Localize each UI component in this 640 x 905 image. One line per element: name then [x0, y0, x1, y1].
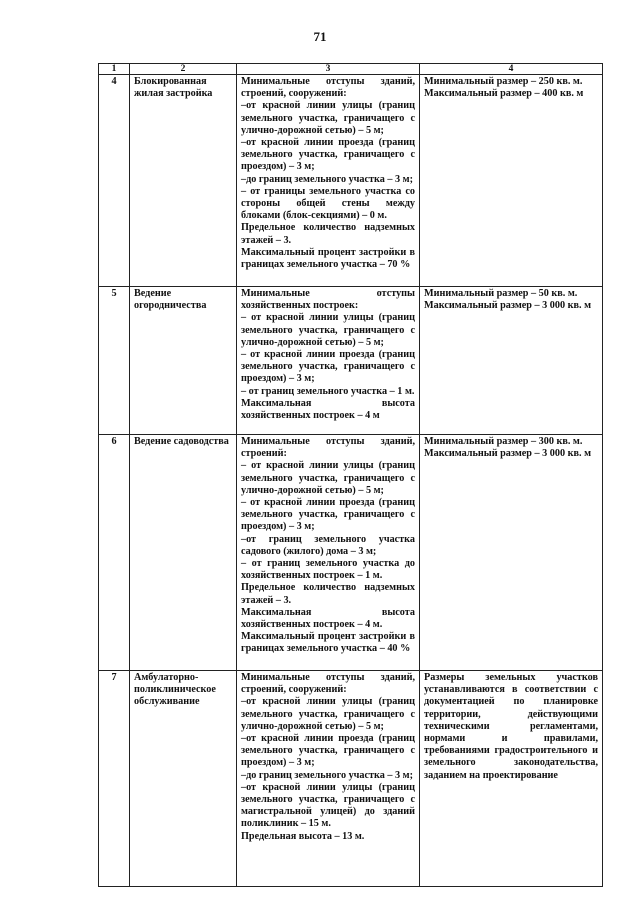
- parameter-line: Минимальные отступы хозяйственных построек:: [241, 288, 415, 312]
- land-use-type: Ведение огородничества: [130, 287, 237, 435]
- parameter-line: Максимальный процент застройки в границах земельного участка – 40 %: [241, 631, 415, 655]
- column-header-1: 1: [99, 64, 130, 75]
- row-number: 4: [99, 75, 130, 287]
- table-row: [99, 671, 603, 887]
- column-header-3: 3: [237, 64, 420, 75]
- parameter-line: Предельная высота – 13 м.: [241, 830, 365, 842]
- plot-size-limits: [420, 435, 603, 671]
- parameter-line: – от красной линии улицы (границ земельного участка, граничащего с улично-дорожной сетью) – 5 м;: [241, 312, 415, 348]
- setback-parameters: [237, 287, 420, 435]
- parameter-line: Минимальные отступы зданий, строений:: [241, 436, 415, 460]
- parameter-line: –от красной линии улицы (границ земельного участка, граничащего с улично-дорожной сетью) – 5 м;: [241, 100, 415, 136]
- table-row: [99, 435, 603, 671]
- column-header-4: 4: [420, 64, 603, 75]
- parameter-line: –от красной линии проезда (границ земельного участка, граничащего с проездом) – 3 м;: [241, 137, 415, 173]
- parameter-line: –от красной линии проезда (границ земельного участка, граничащего с проездом) – 3 м;: [241, 733, 415, 769]
- table-header-row: [99, 64, 603, 75]
- land-use-type: Блокированная жилая застройка: [130, 75, 237, 287]
- parameter-line: Максимальная высота хозяйственных построек – 4 м: [241, 397, 415, 422]
- zoning-parameters-table: [98, 63, 603, 887]
- parameter-line: Максимальная высота хозяйственных построек – 4 м.: [241, 606, 415, 631]
- size-line: Размеры земельных участков устанавливаются в соответствии с документацией по планировке территории, действующими техническими регламентами, нормами и правилами, требованиями градостроительного и земельного законодательства, заданием на проектирование: [424, 672, 598, 781]
- row-number: 6: [99, 435, 130, 671]
- parameter-line: –от границ земельного участка садового (жилого) дома – 3 м;: [241, 533, 415, 557]
- plot-size-limits: [420, 75, 603, 287]
- parameter-line: Минимальные отступы зданий, строений, сооружений:: [241, 76, 415, 100]
- parameter-line: Минимальные отступы зданий, строений, сооружений:: [241, 672, 415, 696]
- size-line: Максимальный размер – 400 кв. м: [424, 88, 584, 100]
- setback-parameters: [237, 75, 420, 287]
- parameter-line: – от красной линии проезда (границ земельного участка, граничащего с проездом) – 3 м;: [241, 497, 415, 533]
- parameter-line: –от красной линии улицы (границ земельного участка, граничащего с магистральной улицей) до зданий поликлиник – 15 м.: [241, 781, 415, 830]
- table-row: [99, 75, 603, 287]
- page-number: 71: [313, 29, 327, 44]
- size-line: Максимальный размер – 3 000 кв. м: [424, 300, 592, 312]
- parameter-line: Максимальный процент застройки в границах земельного участка – 70 %: [241, 246, 415, 271]
- row-number: 5: [99, 287, 130, 435]
- land-use-type: Амбулаторно-поликлиническое обслуживание: [130, 671, 237, 887]
- size-line: Максимальный размер – 3 000 кв. м: [424, 448, 592, 460]
- size-line: Минимальный размер – 250 кв. м.: [424, 76, 583, 87]
- parameter-line: – от красной линии проезда (границ земельного участка, граничащего с проездом) – 3 м;: [241, 349, 415, 385]
- setback-parameters: [237, 435, 420, 671]
- plot-size-limits: [420, 287, 603, 435]
- parameter-line: – от границ земельного участка до хозяйственных построек – 1 м.: [241, 558, 415, 582]
- row-number: 7: [99, 671, 130, 887]
- parameter-line: – от красной линии улицы (границ земельного участка, граничащего с улично-дорожной сетью) – 5 м;: [241, 460, 415, 496]
- table-row: [99, 287, 603, 435]
- parameter-line: –до границ земельного участка – 3 м;: [241, 769, 414, 781]
- parameter-line: –до границ земельного участка – 3 м;: [241, 173, 414, 185]
- size-line: Минимальный размер – 300 кв. м.: [424, 436, 583, 447]
- land-use-type: Ведение садоводства: [130, 435, 237, 671]
- parameter-line: – от границ земельного участка – 1 м.: [241, 385, 415, 397]
- size-line: Минимальный размер – 50 кв. м.: [424, 288, 578, 299]
- parameter-line: – от границы земельного участка со стороны общей стены между блоками (блок-секциями) – 0 м.: [241, 185, 415, 222]
- column-header-2: 2: [130, 64, 237, 75]
- parameter-line: Предельное количество надземных этажей – 3.: [241, 222, 415, 246]
- setback-parameters: [237, 671, 420, 887]
- parameter-line: Предельное количество надземных этажей – 3.: [241, 582, 415, 606]
- parameter-line: –от красной линии улицы (границ земельного участка, граничащего с улично-дорожной сетью) – 5 м;: [241, 696, 415, 732]
- plot-size-limits: [420, 671, 603, 887]
